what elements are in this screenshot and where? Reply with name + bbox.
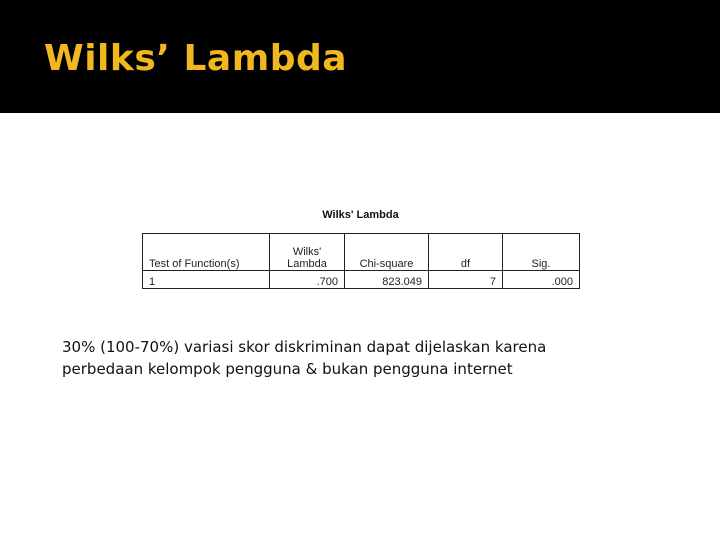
wilks-lambda-table: [142, 233, 580, 289]
slide-title: Wilks’ Lambda: [44, 38, 348, 79]
cell-wilks-lambda: .700: [270, 271, 345, 289]
header-wilks-line1: Wilks': [292, 246, 322, 258]
header-sig: Sig.: [503, 234, 580, 271]
table-row: [143, 271, 580, 289]
cell-function: 1: [143, 271, 270, 289]
header-wilks-lambda: [270, 234, 345, 271]
header-wilks-line2: Lambda: [287, 258, 327, 270]
table-header-row: [143, 234, 580, 271]
cell-sig: .000: [503, 271, 580, 289]
cell-chi-square: 823.049: [345, 271, 429, 289]
body-line-1: 30% (100-70%) variasi skor diskriminan dapat dijelaskan karena: [62, 338, 547, 356]
header-df: df: [429, 234, 503, 271]
body-line-2: perbedaan kelompok pengguna & bukan pengguna internet: [62, 360, 513, 378]
header-test-of-functions: Test of Function(s): [143, 234, 270, 271]
table-title: Wilks' Lambda: [322, 209, 399, 221]
body-text: [62, 336, 622, 380]
cell-df: 7: [429, 271, 503, 289]
header-chi-square: Chi-square: [345, 234, 429, 271]
